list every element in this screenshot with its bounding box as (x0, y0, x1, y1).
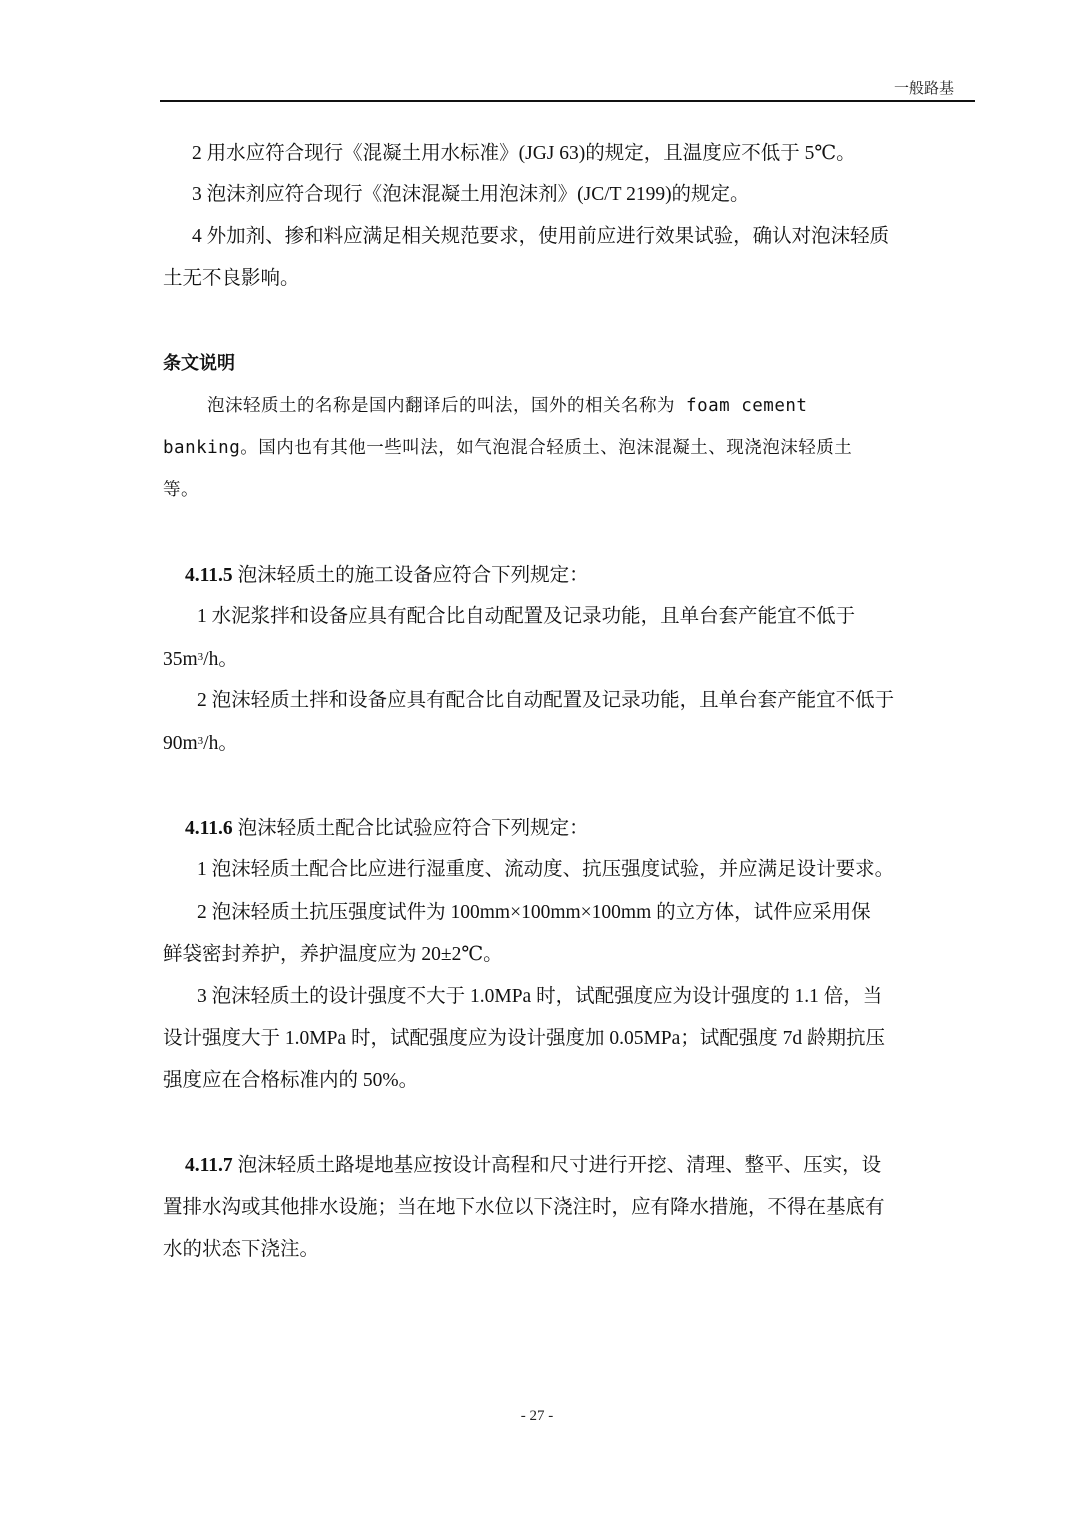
clause-number: 4.11.7 (185, 1155, 233, 1176)
page-number: - 27 - (520, 1408, 554, 1424)
clause-4-11-6-item-3-line-2: 设计强度大于 1.0MPa 时，试配强度应为设计强度加 0.05MPa；试配强度 7d 龄期抗压 (163, 1028, 886, 1049)
running-header: 一般路基 (893, 79, 954, 97)
clause-4-11-6-heading (185, 817, 589, 841)
item-number: 1 (197, 859, 207, 880)
clause-4-11-6-item-2 (197, 901, 871, 925)
clause-4-11-7-line-2: 置排水沟或其他排水设施；当在地下水位以下浇注时，应有降水措施，不得在基底有 (163, 1197, 885, 1218)
item-number: 1 (197, 606, 207, 627)
item-number: 3 (192, 184, 202, 205)
note-paragraph-line-3: 等。 (163, 480, 199, 500)
item-text: 泡沫轻质土抗压强度试件为 100mm×100mm×100mm 的立方体，试件应采用保 (211, 902, 871, 923)
value-unit: /h。 (203, 733, 238, 754)
item-number: 2 (197, 690, 207, 711)
item-number: 4 (192, 226, 202, 247)
item-text: 泡沫轻质土拌和设备应具有配合比自动配置及记录功能，且单台套产能宜不低于 (211, 690, 895, 711)
value-text: 35m (163, 649, 198, 670)
item-number: 3 (197, 986, 207, 1007)
clause-number: 4.11.6 (185, 818, 233, 839)
item-3-foaming-agent (192, 183, 750, 207)
clause-4-11-7-line-3: 水的状态下浇注。 (163, 1239, 320, 1260)
clause-4-11-5-heading (185, 564, 589, 588)
superscript: 3 (197, 735, 204, 747)
item-text: 泡沫轻质土配合比应进行湿重度、流动度、抗压强度试验，并应满足设计要求。 (211, 859, 895, 880)
item-4-continued: 土无不良影响。 (163, 268, 300, 289)
item-text: 外加剂、掺和料应满足相关规范要求，使用前应进行效果试验，确认对泡沫轻质 (206, 226, 890, 247)
superscript: 3 (197, 651, 204, 663)
note-paragraph-line-2: banking。国内也有其他一些叫法，如气泡混合轻质土、泡沫混凝土、现浇泡沫轻质土 (163, 438, 853, 458)
item-2-water (192, 142, 856, 166)
clause-4-11-5-item-2 (197, 689, 894, 713)
value-unit: /h。 (203, 649, 238, 670)
clause-4-11-7-line-1 (185, 1154, 881, 1178)
clause-4-11-5-item-2-value (163, 732, 238, 756)
item-text: 泡沫剂应符合现行《泡沫混凝土用泡沫剂》(JC/T 2199)的规定。 (206, 184, 750, 205)
clause-number: 4.11.5 (185, 565, 233, 586)
item-text: 用水应符合现行《混凝土用水标准》(JGJ 63)的规定，且温度应不低于 5℃。 (206, 143, 856, 164)
clause-heading-text: 泡沫轻质土配合比试验应符合下列规定： (237, 818, 589, 839)
clause-4-11-5-item-1 (197, 605, 855, 629)
item-number: 2 (197, 902, 207, 923)
item-text: 泡沫轻质土的设计强度不大于 1.0MPa 时，试配强度应为设计强度的 1.1 倍，当 (211, 986, 883, 1007)
item-4-admixture (192, 225, 889, 249)
clause-4-11-6-item-2-continued: 鲜袋密封养护，养护温度应为 20±2℃。 (163, 944, 503, 965)
item-text: 水泥浆拌和设备应具有配合比自动配置及记录功能，且单台套产能宜不低于 (211, 606, 856, 627)
clause-4-11-5-item-1-value (163, 648, 238, 672)
value-text: 90m (163, 733, 198, 754)
clause-4-11-6-item-1 (197, 858, 894, 882)
clause-4-11-6-item-3-line-3: 强度应在合格标准内的 50%。 (163, 1070, 419, 1091)
clause-text: 泡沫轻质土路堤地基应按设计高程和尺寸进行开挖、清理、整平、压实，设 (237, 1155, 882, 1176)
clause-heading-text: 泡沫轻质土的施工设备应符合下列规定： (237, 565, 589, 586)
header-rule (160, 100, 975, 102)
note-paragraph-line-1: 泡沫轻质土的名称是国内翻译后的叫法，国外的相关名称为 foam cement (207, 396, 808, 416)
item-number: 2 (192, 143, 202, 164)
note-title: 条文说明 (163, 353, 235, 374)
clause-4-11-6-item-3 (197, 985, 882, 1009)
